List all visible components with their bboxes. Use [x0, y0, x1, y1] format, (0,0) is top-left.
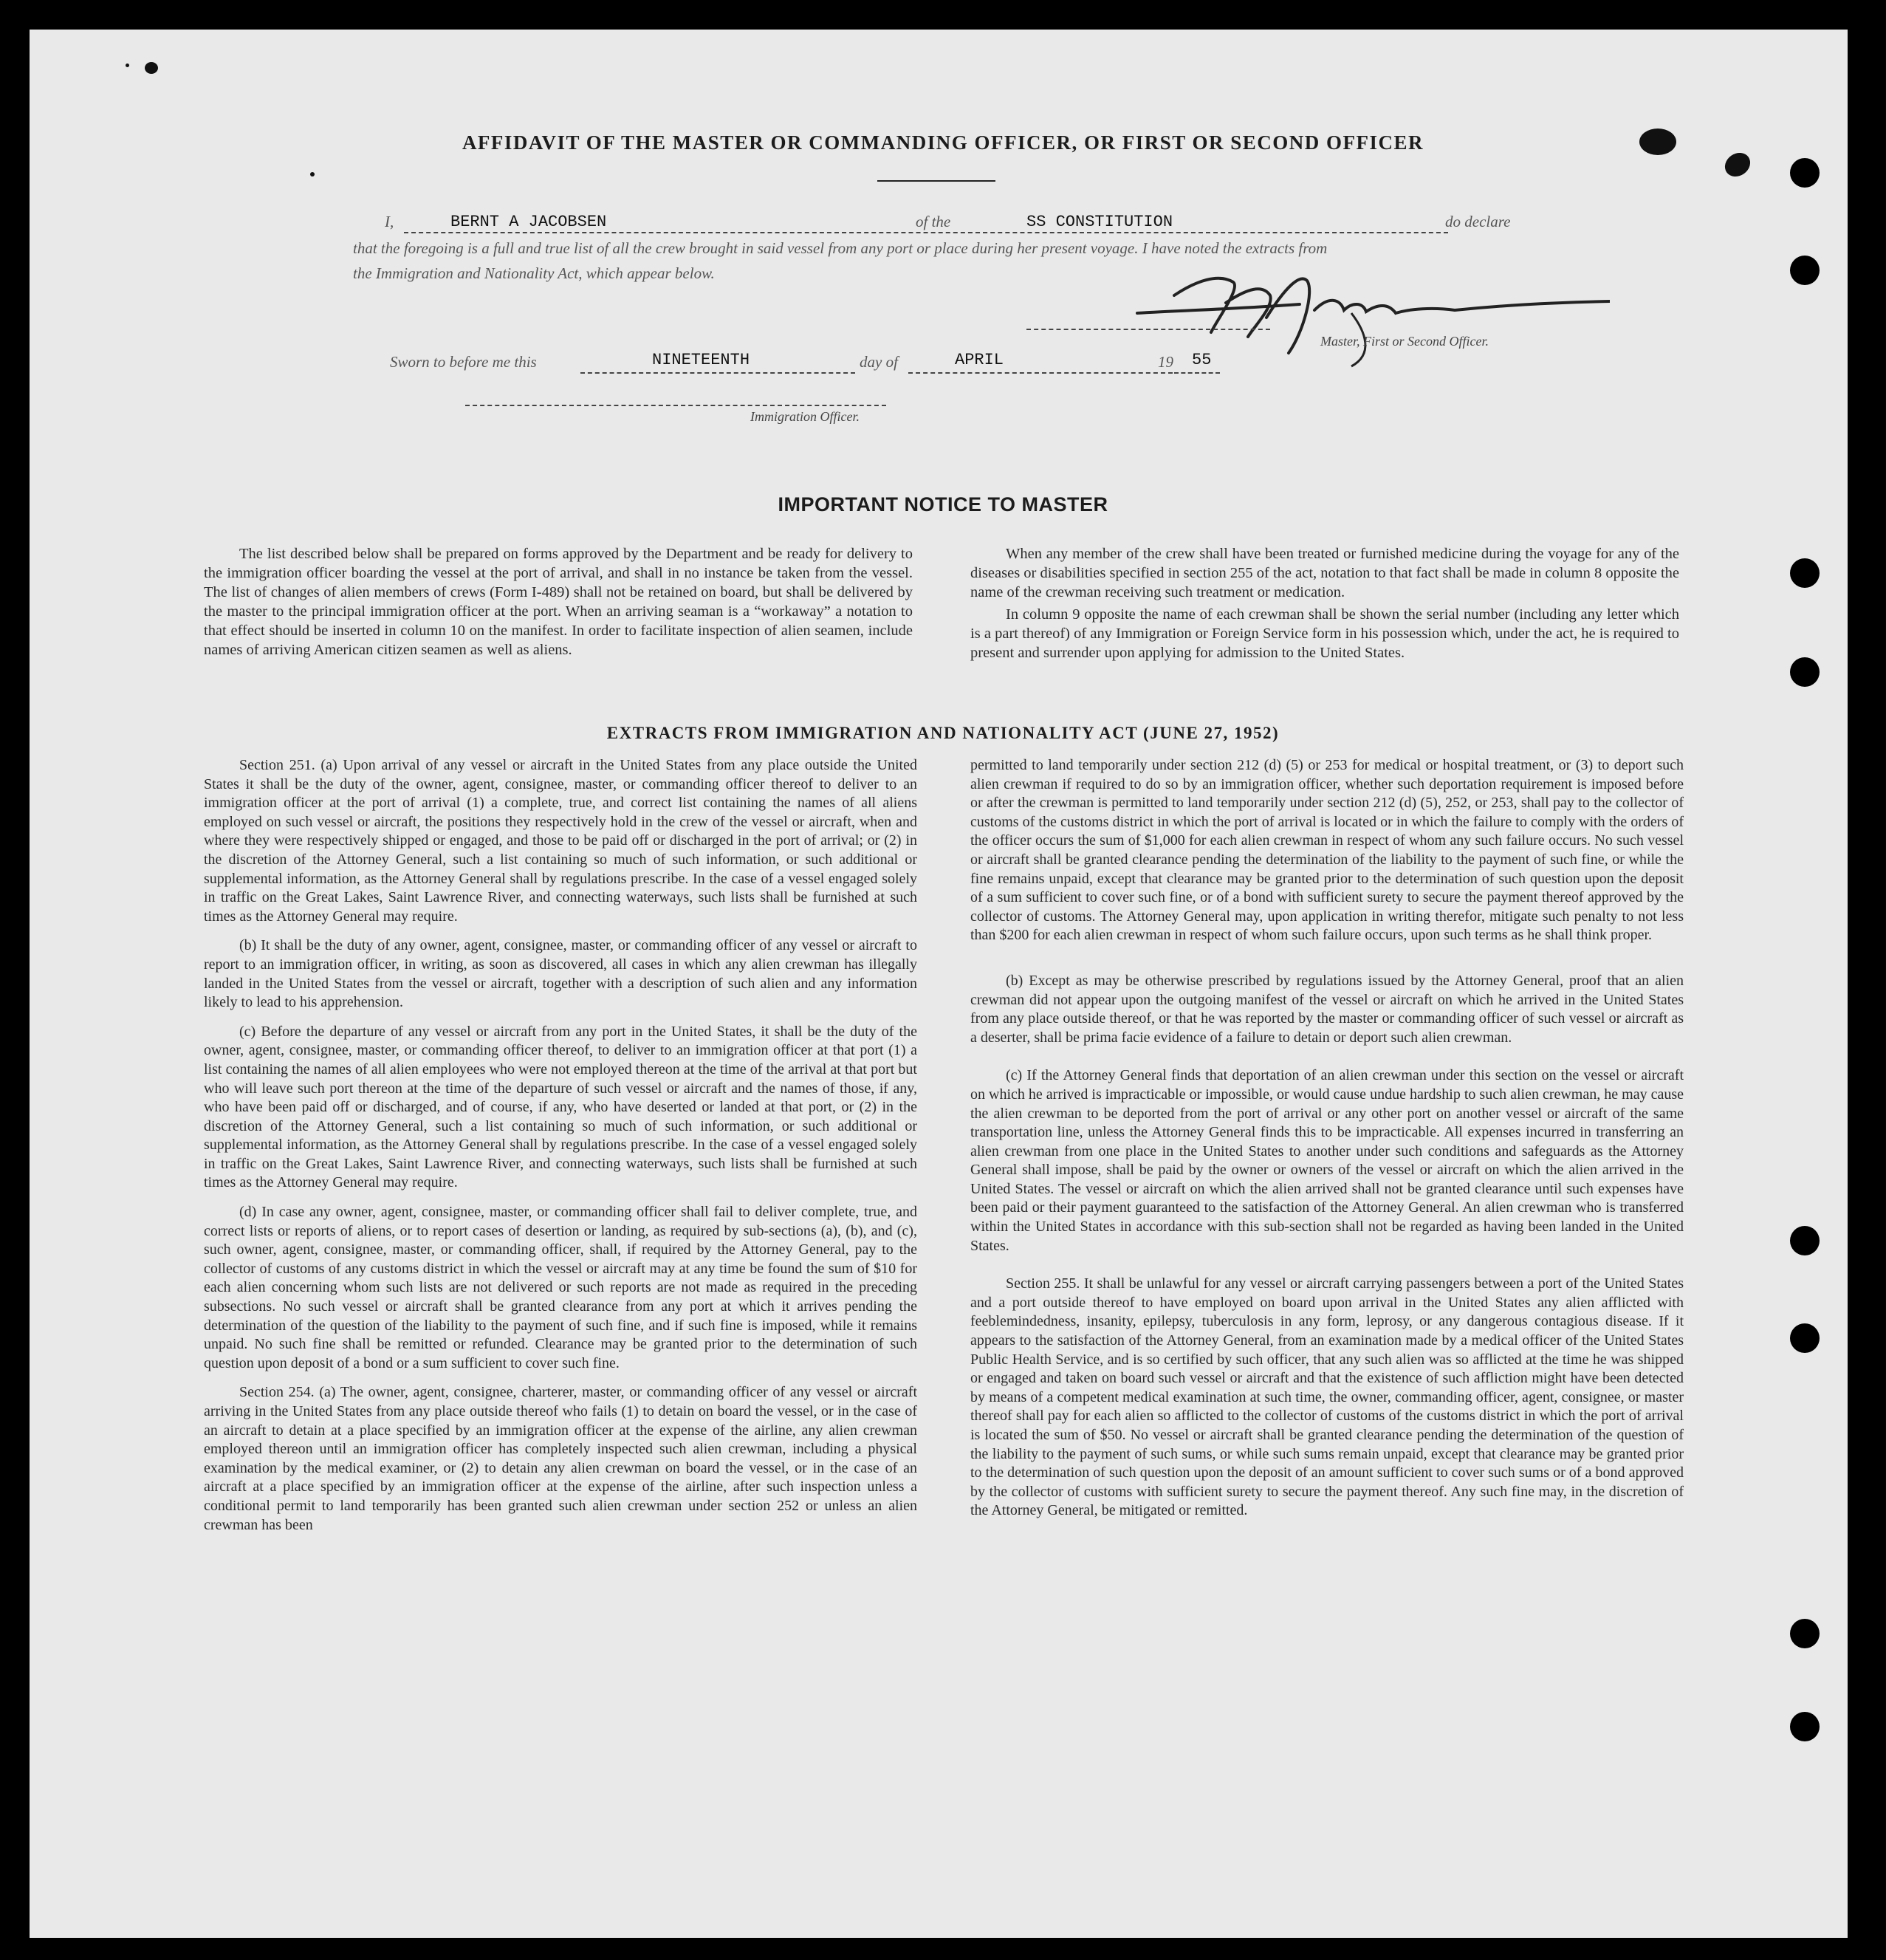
- notice-paragraph: When any member of the crew shall have been treated or furnished medicine during the voyage for any of the diseases or disabilities specified in section 255 of the act, notation to that fact shall be made in column 8 opposite the name of the crewman receiving such treatment or medication.: [970, 546, 1679, 600]
- punch-hole: [1790, 158, 1820, 188]
- month-field-line: [908, 372, 1173, 374]
- master-name-value: BERNT A JACOBSEN: [450, 213, 607, 231]
- year-field-line: [1174, 372, 1220, 374]
- i-label: I,: [385, 213, 394, 230]
- punch-hole: [1790, 657, 1820, 687]
- immigration-officer-label: Immigration Officer.: [750, 409, 860, 424]
- section-254c: (c) If the Attorney General finds that deportation of an alien crewman under this section on the vessel or aircraft on which he arrived is impracticable or impossible, or would cause undue hardship to such alien crewman, he may cause the alien crewman to be deported from the port of arrival or any other port on another vessel or aircraft of the same transportation line, unless the Attorney General finds this to be impracticable. All expenses incurred in transferring an alien crewman from one place in the United States to another under such conditions and safeguards as the Attorney General shall impose, shall be paid by the owner or owners of the vessel or aircraft on which the alien arrived in the United States. The vessel or aircraft on which the alien arrived shall not be granted clearance until such expenses have been paid or their payment guaranteed to the satisfaction of the Attorney General. An alien crewman who is transferred within the United States in accordance with this sub-section shall not be regarded as having been landed in the United States.: [970, 1067, 1684, 1254]
- do-declare-label: do declare: [1445, 213, 1511, 230]
- year-prefix: 19: [1158, 353, 1173, 371]
- affidavit-title: AFFIDAVIT OF THE MASTER OR COMMANDING OFFICER, OR FIRST OR SECOND OFFICER: [462, 131, 1424, 154]
- notice-paragraph: The list described below shall be prepared on forms approved by the Department and be ready for delivery to the immigration officer boarding the vessel at the port of arrival, and shall in no instance be taken from the vessel. The list of changes of alien members of crews (Form I-489) shall not be retained on board, but shall be delivered by the master to the principal immigration officer at the port. When an arriving seaman is a “workaway” a notation to that effect should be inserted in column 10 on the manifest. In order to facilitate inspection of alien seamen, include names of arriving American citizen seamen as well as aliens.: [204, 546, 913, 658]
- declaration-line: [351, 213, 1525, 236]
- signature-line: [1026, 329, 1270, 330]
- name-field-line: [404, 232, 987, 233]
- sworn-day-value: NINETEENTH: [652, 351, 750, 369]
- punch-hole: [1790, 256, 1820, 285]
- vessel-name-value: SS CONSTITUTION: [1026, 213, 1173, 231]
- of-the-label: of the: [916, 213, 951, 230]
- immigration-officer-line: [465, 405, 886, 406]
- extracts-left-column: [204, 756, 917, 1545]
- ink-speck: [145, 62, 158, 74]
- section-254a: Section 254. (a) The owner, agent, consignee, charterer, master, or commanding officer of any vessel or aircraft arriving in the United States from any place outside thereof who fails (1) to detain on board the vessel, or in the case of an aircraft to detain at a place specified by an immigration officer at the expense of the airline, any alien crewman employed thereon until an immigration officer has completely inspected such alien crewman, including a physical examination by the medical examiner, or (2) to detain any alien crewman on board the vessel, or in the case of an aircraft at a place specified by an immigration officer at the expense of the airline, after such inspection unless a conditional permit to land temporarily has been granted such alien crewman under section 252 or unless an alien crewman has been: [204, 1384, 917, 1533]
- notice-left-column: [204, 544, 913, 670]
- declaration-body-line2: the Immigration and Nationality Act, which appear below.: [353, 264, 715, 282]
- section-251d: (d) In case any owner, agent, consignee, master, or commanding officer shall fail to deliver complete, true, and correct lists or reports of aliens, or to report cases of desertion or landing, as required by sub-sections (a), (b), and (c), such owner, agent, consignee, master, or commanding officer, shall, if required by the Attorney General, pay to the collector of customs of any customs district in which the vessel or aircraft may at any time be found the sum of $10 for each alien concerning whom such lists are not delivered or such reports are not made as required in the preceding subsections. No such vessel or aircraft shall be granted clearance from any port at which it arrives pending the determination of the question of the liability to the payment of such fine, and if such fine is imposed, while it remains unpaid. No such fine shall be remitted or refunded. Clearance may be granted prior to the determination of such question upon deposit of a bond or a sum sufficient to cover such fine.: [204, 1204, 917, 1371]
- sworn-year-value: 55: [1192, 351, 1212, 369]
- declaration-body-line1: that the foregoing is a full and true list of all the crew brought in said vessel from any port or place during her present voyage. I have noted the extracts from: [353, 239, 1328, 257]
- section-251a: Section 251. (a) Upon arrival of any vessel or aircraft in the United States from any place outside the United States it shall be the duty of the owner, agent, consignee, master, or commanding officer thereof to deliver to an immigration officer at the port of arrival (1) a complete, true, and correct list containing the names of all aliens employed on such vessel or aircraft, the positions they respectively hold in the crew of the vessel or aircraft, when and where they were respectively shipped or engaged, and those to be paid off or discharged in the port of arrival; or (2) in the discretion of the Attorney General, such a list containing so much of such information, or such additional or supplemental information, as the Attorney General shall by regulations prescribe. In the case of a vessel engaged solely in traffic on the Great Lakes, Saint Lawrence River, and connecting waterways, such lists shall be furnished at such times as the Attorney General may require.: [204, 757, 917, 925]
- signature-caption: Master, First or Second Officer.: [1320, 334, 1489, 349]
- section-254b: (b) Except as may be otherwise prescribed by regulations issued by the Attorney General, proof that an alien crewman did not appear upon the outgoing manifest of the vessel or aircraft on which he arrived in the United States from any place outside thereof, or that he was reported by the master or commanding officer of such vessel or aircraft as a deserter, shall be prima facie evidence of a failure to detain or deport such alien crewman.: [970, 972, 1684, 1046]
- title-underline: [877, 180, 995, 182]
- section-255: Section 255. It shall be unlawful for any vessel or aircraft carrying passengers between a port of the United States and a port outside thereof to have employed on board upon arrival in the United States any alien afflicted with feeblemindedness, insanity, epilepsy, tuberculosis in any form, leprosy, or any dangerous contagious disease. If it appears to the satisfaction of the Attorney General, from an examination made by a medical officer of the United States Public Health Service, and is so certified by such officer, that any such alien was so afflicted at the time he was shipped or engaged and taken on board such vessel or aircraft and that the existence of such affliction might have been detected by means of a competent medical examination at such time, the owner, commanding officer, agent, consignee, or master thereof shall pay for each alien so afflicted to the collector of customs of the customs district in which the port of arrival is located the sum of $50. No vessel or aircraft shall be granted clearance pending the determination of the question of the liability to the payment of such sums, or while such sums remain unpaid, except that clearance may be granted prior to the determination of such question upon the deposit of an amount sufficient to cover such sums or of a bond approved by the collector of customs with sufficient surety to secure the payment thereof. Any such fine may, in the discretion of the Attorney General, be mitigated or remitted.: [970, 1275, 1684, 1519]
- sworn-month-value: APRIL: [955, 351, 1004, 369]
- ink-speck: [310, 172, 315, 177]
- punch-hole: [1790, 558, 1820, 588]
- punch-hole: [1790, 1226, 1820, 1255]
- punch-hole: [1790, 1323, 1820, 1353]
- punch-hole: [1790, 1619, 1820, 1648]
- notice-paragraph: In column 9 opposite the name of each crewman shall be shown the serial number (including any letter which is a part thereof) of any Immigration or Foreign Service form in his possession which, under the act, he is required to present and surrender upon applying for admission to the United States.: [970, 606, 1679, 661]
- day-field-line: [580, 372, 855, 374]
- sworn-label: Sworn to before me this: [390, 353, 537, 371]
- punch-hole: [1790, 1712, 1820, 1741]
- notice-right-column: [970, 544, 1679, 673]
- notice-title: IMPORTANT NOTICE TO MASTER: [778, 493, 1108, 515]
- extracts-right-column: [970, 756, 1684, 1531]
- sworn-line: [390, 353, 1276, 378]
- section-254a-continued: permitted to land temporarily under section 212 (d) (5) or 253 for medical or hospital treatment, or (3) to deport such alien crewman if required to do so by an immigration officer, whether such deportation requirement is imposed before or after the crewman is permitted to land temporarily under section 212 (d) (5), 252, or 253, shall pay to the collector of customs of the customs district in which the port of arrival is located or in which the failure to comply with the orders of the officer occurs the sum of $1,000 for each alien crewman in respect of whom any such failure occurs. No such vessel or aircraft shall be granted clearance pending the determination of the liability to the payment of such fine, or while the fine remains unpaid, except that clearance may be granted prior to the determination of such question upon the deposit of a sum sufficient to cover such fine, or of a bond with sufficient surety to secure the payment thereof approved by the collector of customs. The Attorney General may, upon application in writing therefor, mitigate such penalty to not less than $200 for each alien crewman in respect of whom such failure occurs, upon such terms as he shall think proper.: [970, 757, 1684, 944]
- section-251b: (b) It shall be the duty of any owner, agent, consignee, master, or commanding officer of any vessel or aircraft to report to an immigration officer, in writing, as soon as discovered, all cases in which any alien crewman has illegally landed in the United States from the vessel or aircraft, together with a description of such alien and any information likely to lead to his apprehension.: [204, 937, 917, 1011]
- ink-speck: [126, 64, 129, 67]
- section-251c: (c) Before the departure of any vessel or aircraft from any port in the United States, it shall be the duty of the owner, agent, consignee, master, or commanding officer thereof, to deliver to an immigration officer at that port (1) a list containing the names of all alien employees who were not employed thereon at the time of the arrival at that port but who will leave such port thereon at the time of the departure of such vessel or aircraft and the names of those, if any, who have been paid off or discharged, and of course, if any, who have deserted or landed at that port, or (2) in the discretion of the Attorney General, such a list containing so much of such information, or such additional or supplemental information, as the Attorney General shall by regulations prescribe. In the case of a vessel engaged solely in traffic on the Great Lakes, Saint Lawrence River, and connecting waterways, such lists shall be furnished at such times as the Attorney General may require.: [204, 1023, 917, 1191]
- day-of-label: day of: [860, 353, 898, 371]
- vessel-field-line: [968, 232, 1448, 233]
- extracts-title: EXTRACTS FROM IMMIGRATION AND NATIONALITY ACT (JUNE 27, 1952): [606, 724, 1280, 742]
